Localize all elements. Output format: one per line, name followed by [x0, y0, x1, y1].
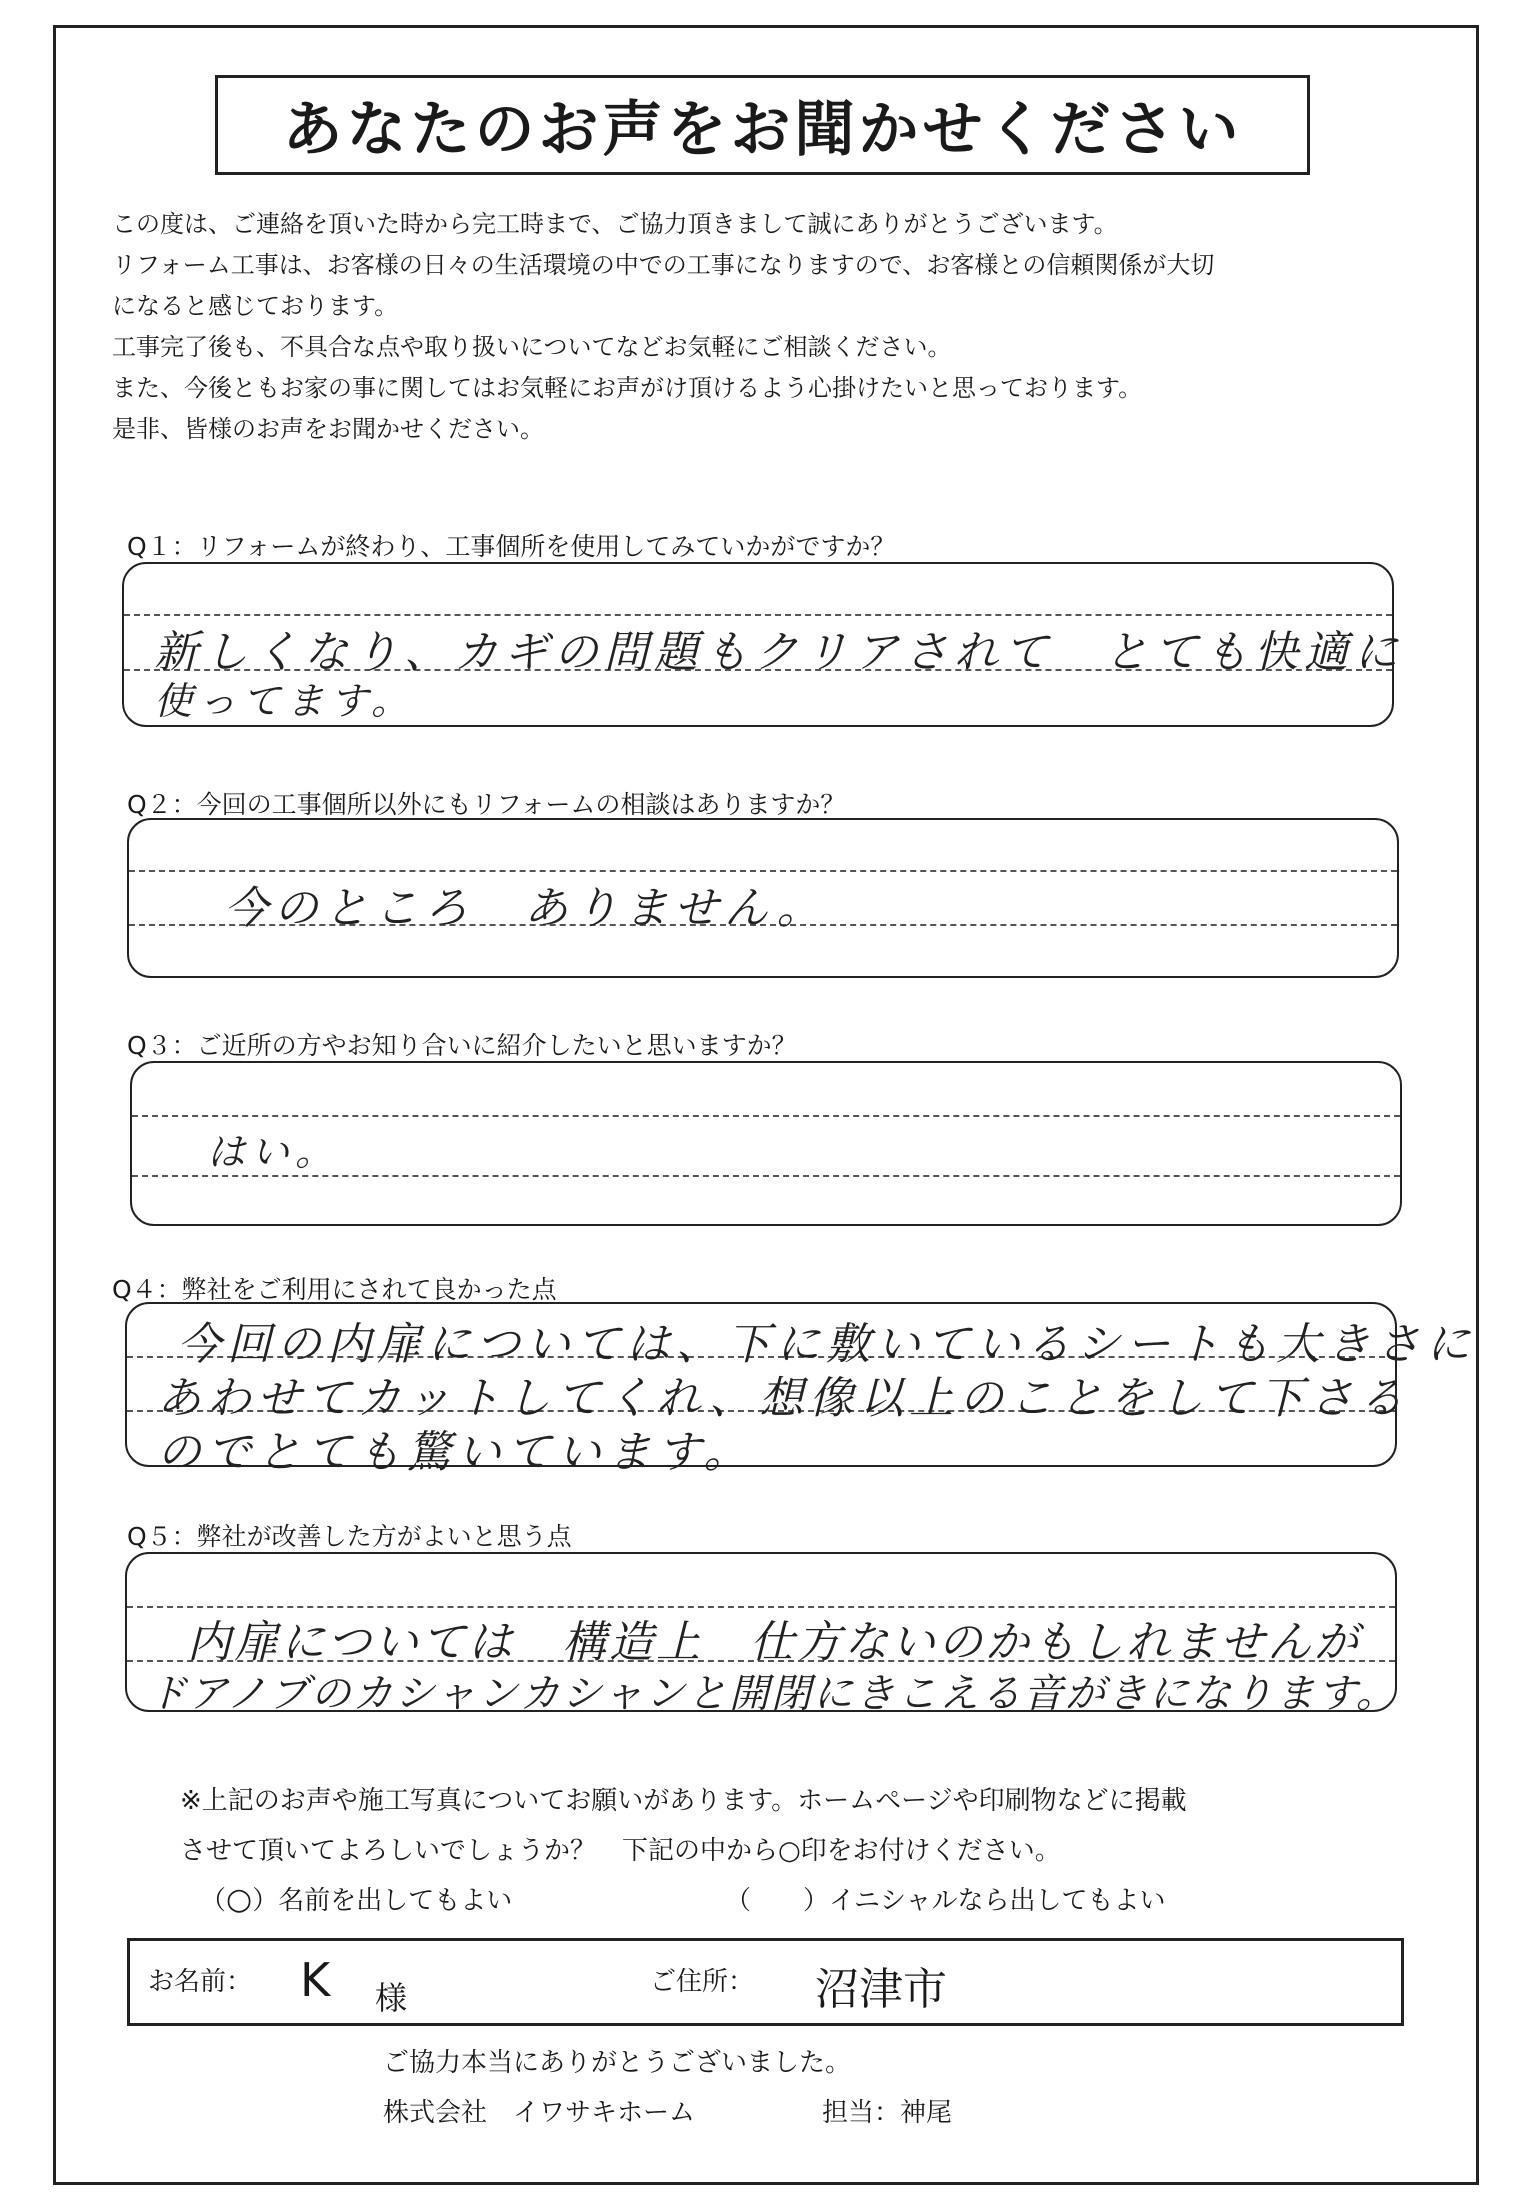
name-label: お名前：: [148, 1967, 253, 1997]
answer-3-line-1: はい。: [207, 1130, 340, 1174]
answer-4-line-2: あわせてカットしてくれ、想像以上のことをして下さる: [157, 1373, 1410, 1424]
answer-2-line-1: 今のところ ありません。: [224, 883, 827, 934]
name-value: K: [300, 1953, 331, 2007]
answer-1-line-1: 新しくなり、カギの問題もクリアされて とても快適に: [154, 627, 1404, 678]
intro-line: この度は、ご連絡を頂いた時から完工時まで、ご協力頂きまして誠にありがとうございます。: [112, 210, 1118, 238]
notice-line-1: ※上記のお声や施工写真についてお願いがあります。ホームページや印刷物などに掲載: [180, 1786, 1187, 1816]
customer-info-box: [127, 1938, 1404, 2026]
option-1-label: ）名前を出してもよい: [252, 1886, 513, 1916]
address-label: ご住所：: [650, 1967, 755, 1997]
answer-box-3: [130, 1061, 1402, 1226]
footer-staff: 担当：神尾: [822, 2098, 953, 2128]
footer-thanks: ご協力本当にありがとうございました。: [383, 2048, 852, 2078]
answer-box-1: [122, 562, 1404, 727]
answer-4-line-1: 今回の内扉については、下に敷いているシートも大きさに: [177, 1319, 1477, 1370]
question-2-label: Q２：今回の工事個所以外にもリフォームの相談はありますか？: [127, 790, 846, 819]
intro-line: 工事完了後も、不具合な点や取り扱いについてなどお気軽にご相談ください。: [112, 333, 952, 361]
intro-text: [112, 204, 1214, 450]
answer-1-line-2: 使ってます。: [154, 679, 415, 723]
footer-company: 株式会社 イワサキホーム: [383, 2098, 696, 2128]
consent-option-name: [200, 1880, 512, 1917]
intro-line: 是非、皆様のお声をお聞かせください。: [112, 415, 544, 443]
question-4-label: Q４：弊社をご利用にされて良かった点: [112, 1275, 557, 1304]
intro-line: リフォーム工事は、お客様の日々の生活環境の中での工事になりますので、お客様との信頼関係が大切: [112, 251, 1215, 279]
question-1-label: Q１：リフォームが終わり、工事個所を使用してみていかがですか？: [127, 532, 896, 561]
notice-line-2: させて頂いてよろしいでしょうか？ 下記の中から○印をお付けください。: [180, 1836, 1061, 1866]
honorific: 様: [375, 1979, 408, 2017]
intro-line: また、今後ともお家の事に関してはお気軽にお声がけ頂けるよう心掛けたいと思っております。: [112, 374, 1143, 402]
answer-box-4: [125, 1302, 1477, 1478]
consent-option-initials: （ ）イニシャルなら出してもよい: [725, 1886, 1166, 1916]
page-title: あなたのお声をお聞かせください: [215, 75, 1310, 175]
intro-line: になると感じております。: [112, 292, 399, 320]
option-1-open: （: [200, 1886, 227, 1916]
address-value: 沼津市: [815, 1964, 947, 2015]
answer-5-line-2: ドアノブのカシャンカシャンと開閉にきこえる音がきになります。: [147, 1671, 1398, 1717]
question-5-label: Q５：弊社が改善した方がよいと思う点: [127, 1522, 572, 1551]
answer-box-2: [127, 818, 1399, 978]
option-1-circle-mark: ○: [226, 1882, 253, 1917]
question-3-label: Q３：ご近所の方やお知り合いに紹介したいと思いますか？: [127, 1031, 797, 1060]
answer-box-5: [125, 1552, 1398, 1717]
answer-5-line-1: 内扉については 構造上 仕方ないのかもしれませんが: [187, 1617, 1362, 1668]
answer-4-line-3: のでとても驚いています。: [157, 1427, 754, 1478]
